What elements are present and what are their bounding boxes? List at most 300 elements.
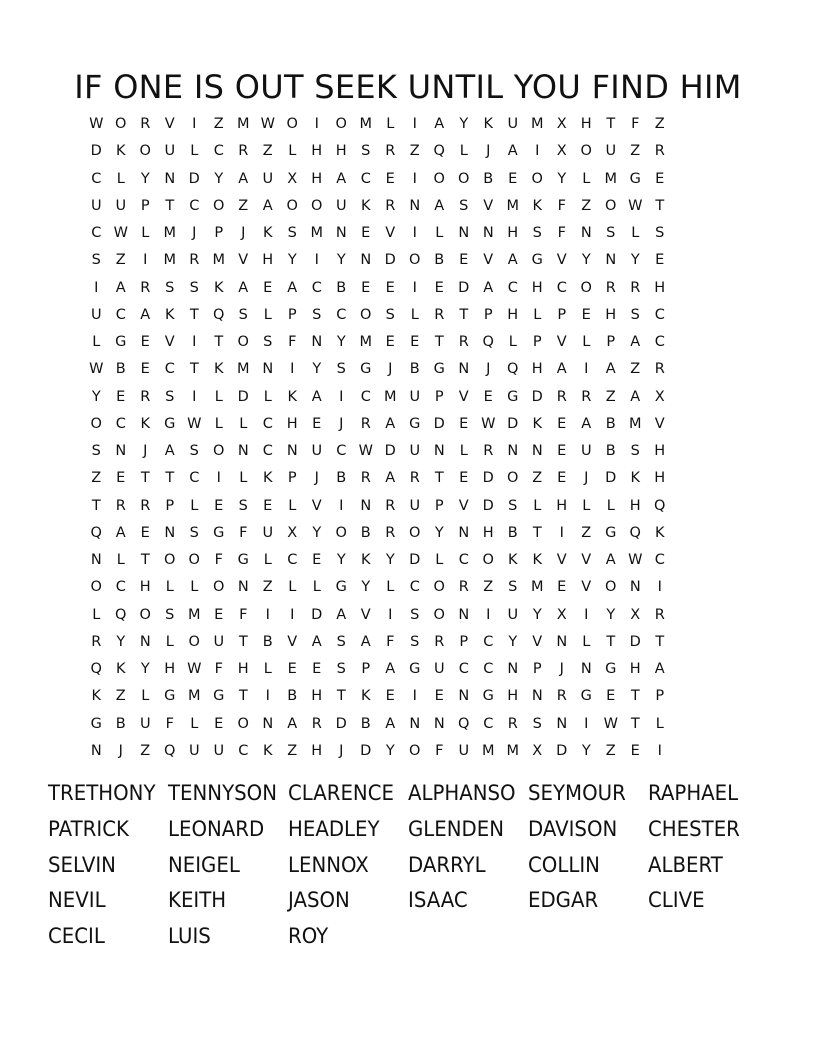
grid-letter[interactable]: A <box>238 170 249 187</box>
grid-letter[interactable]: G <box>482 688 494 705</box>
grid-letter[interactable]: H <box>580 116 592 133</box>
grid-letter[interactable]: I <box>192 388 197 405</box>
grid-letter[interactable]: H <box>605 306 617 323</box>
grid-letter[interactable]: E <box>140 524 150 541</box>
grid-letter[interactable]: P <box>532 334 542 351</box>
grid-letter[interactable]: Z <box>581 524 592 541</box>
grid-letter[interactable]: A <box>483 279 494 296</box>
grid-letter[interactable]: X <box>287 524 298 541</box>
grid-letter[interactable]: V <box>483 252 494 269</box>
grid-letter[interactable]: C <box>115 306 126 323</box>
grid-letter[interactable]: U <box>90 197 102 214</box>
grid-letter[interactable]: C <box>164 361 175 378</box>
grid-letter[interactable]: Y <box>434 524 444 541</box>
grid-letter[interactable]: A <box>287 279 298 296</box>
grid-letter[interactable]: N <box>580 225 592 242</box>
grid-letter[interactable]: A <box>287 715 298 732</box>
grid-letter[interactable]: L <box>533 497 542 514</box>
grid-letter[interactable]: S <box>336 633 346 650</box>
grid-letter[interactable]: T <box>165 197 175 214</box>
grid-letter[interactable]: E <box>312 552 322 569</box>
grid-letter[interactable]: Y <box>91 388 101 405</box>
grid-letter[interactable]: M <box>628 415 642 432</box>
grid-letter[interactable]: G <box>237 552 249 569</box>
grid-letter[interactable]: S <box>312 306 322 323</box>
grid-letter[interactable]: R <box>654 361 665 378</box>
grid-letter[interactable]: U <box>139 715 151 732</box>
grid-letter[interactable]: Y <box>385 552 395 569</box>
grid-letter[interactable]: L <box>263 306 272 323</box>
grid-letter[interactable]: K <box>213 361 224 378</box>
grid-letter[interactable]: E <box>312 661 322 678</box>
grid-letter[interactable]: C <box>189 197 200 214</box>
grid-letter[interactable]: C <box>262 443 273 460</box>
grid-letter[interactable]: R <box>311 715 322 732</box>
grid-letter[interactable]: Z <box>630 361 641 378</box>
grid-letter[interactable]: N <box>531 443 543 460</box>
grid-letter[interactable]: P <box>483 306 493 323</box>
grid-letter[interactable]: X <box>556 143 567 160</box>
grid-letter[interactable]: O <box>286 116 298 133</box>
grid-letter[interactable]: R <box>360 415 371 432</box>
grid-letter[interactable]: L <box>141 225 150 242</box>
grid-letter[interactable]: R <box>385 497 396 514</box>
grid-letter[interactable]: K <box>360 688 371 705</box>
grid-letter[interactable]: I <box>339 388 344 405</box>
grid-letter[interactable]: H <box>531 361 543 378</box>
grid-letter[interactable]: F <box>557 197 566 214</box>
grid-letter[interactable]: X <box>556 606 567 623</box>
grid-letter[interactable]: Z <box>654 116 665 133</box>
grid-letter[interactable]: Q <box>654 497 666 514</box>
grid-letter[interactable]: P <box>532 661 542 678</box>
grid-letter[interactable]: Y <box>336 334 346 351</box>
grid-letter[interactable]: K <box>360 197 371 214</box>
grid-letter[interactable]: E <box>606 688 616 705</box>
grid-letter[interactable]: D <box>335 715 347 732</box>
grid-letter[interactable]: S <box>508 497 518 514</box>
grid-letter[interactable]: A <box>605 552 616 569</box>
grid-letter[interactable]: L <box>239 415 248 432</box>
grid-letter[interactable]: S <box>630 306 640 323</box>
grid-letter[interactable]: N <box>458 361 470 378</box>
grid-letter[interactable]: G <box>409 415 421 432</box>
grid-letter[interactable]: K <box>532 415 542 432</box>
grid-letter[interactable]: V <box>458 497 469 514</box>
grid-letter[interactable]: T <box>532 524 542 541</box>
grid-letter[interactable]: J <box>486 143 491 160</box>
grid-letter[interactable]: Z <box>140 742 151 759</box>
grid-letter[interactable]: R <box>507 715 518 732</box>
grid-letter[interactable]: W <box>187 415 202 432</box>
grid-letter[interactable]: S <box>189 443 199 460</box>
grid-letter[interactable]: O <box>409 524 421 541</box>
grid-letter[interactable]: N <box>164 524 176 541</box>
grid-letter[interactable]: C <box>115 579 126 596</box>
grid-letter[interactable]: N <box>90 742 102 759</box>
grid-letter[interactable]: H <box>507 225 519 242</box>
grid-letter[interactable]: K <box>91 688 101 705</box>
grid-letter[interactable]: Y <box>385 742 395 759</box>
grid-letter[interactable]: E <box>385 334 395 351</box>
grid-letter[interactable]: N <box>507 661 519 678</box>
grid-letter[interactable]: R <box>483 443 494 460</box>
grid-letter[interactable]: A <box>115 524 126 541</box>
grid-letter[interactable]: D <box>458 279 470 296</box>
grid-letter[interactable]: O <box>580 143 592 160</box>
grid-letter[interactable]: N <box>237 443 249 460</box>
grid-letter[interactable]: H <box>531 279 543 296</box>
grid-letter[interactable]: E <box>116 388 126 405</box>
grid-letter[interactable]: R <box>556 388 567 405</box>
grid-letter[interactable]: C <box>189 470 200 487</box>
grid-letter[interactable]: M <box>163 252 176 269</box>
grid-letter[interactable]: S <box>189 279 199 296</box>
grid-letter[interactable]: Q <box>629 524 641 541</box>
grid-letter[interactable]: C <box>654 334 665 351</box>
grid-letter[interactable]: H <box>482 524 494 541</box>
grid-letter[interactable]: G <box>213 688 225 705</box>
grid-letter[interactable]: P <box>361 661 371 678</box>
grid-letter[interactable]: T <box>630 715 640 732</box>
grid-letter[interactable]: N <box>458 225 470 242</box>
grid-letter[interactable]: C <box>507 279 518 296</box>
grid-letter[interactable]: F <box>557 225 566 242</box>
grid-letter[interactable]: C <box>654 552 665 569</box>
grid-letter[interactable]: R <box>115 497 126 514</box>
grid-letter[interactable]: I <box>412 279 417 296</box>
grid-letter[interactable]: O <box>433 579 445 596</box>
grid-letter[interactable]: L <box>116 552 125 569</box>
grid-letter[interactable]: H <box>556 497 568 514</box>
grid-letter[interactable]: K <box>360 552 371 569</box>
grid-letter[interactable]: B <box>434 252 445 269</box>
grid-letter[interactable]: O <box>433 606 445 623</box>
grid-letter[interactable]: Y <box>140 661 150 678</box>
grid-letter[interactable]: I <box>339 497 344 514</box>
grid-letter[interactable]: C <box>409 579 420 596</box>
grid-letter[interactable]: E <box>508 170 518 187</box>
grid-letter[interactable]: R <box>360 470 371 487</box>
grid-letter[interactable]: P <box>459 633 469 650</box>
grid-letter[interactable]: B <box>336 279 347 296</box>
grid-letter[interactable]: T <box>214 334 224 351</box>
grid-letter[interactable]: S <box>336 361 346 378</box>
grid-letter[interactable]: V <box>238 252 249 269</box>
grid-letter[interactable]: Y <box>287 252 297 269</box>
grid-letter[interactable]: L <box>190 497 199 514</box>
grid-letter[interactable]: K <box>532 552 542 569</box>
grid-letter[interactable]: I <box>265 688 270 705</box>
grid-letter[interactable]: L <box>606 497 615 514</box>
grid-letter[interactable]: G <box>213 524 225 541</box>
grid-letter[interactable]: N <box>139 633 151 650</box>
grid-letter[interactable]: Y <box>140 170 150 187</box>
grid-letter[interactable]: V <box>483 197 494 214</box>
grid-letter[interactable]: U <box>311 443 323 460</box>
grid-letter[interactable]: Z <box>630 143 641 160</box>
grid-letter[interactable]: Z <box>262 143 273 160</box>
grid-letter[interactable]: X <box>287 170 298 187</box>
grid-letter[interactable]: D <box>384 252 396 269</box>
grid-letter[interactable]: K <box>262 470 273 487</box>
grid-letter[interactable]: T <box>434 470 444 487</box>
grid-letter[interactable]: E <box>214 606 224 623</box>
grid-letter[interactable]: T <box>140 470 150 487</box>
grid-letter[interactable]: Y <box>336 252 346 269</box>
grid-letter[interactable]: L <box>533 306 542 323</box>
grid-letter[interactable]: G <box>409 661 421 678</box>
grid-letter[interactable]: M <box>187 688 201 705</box>
grid-letter[interactable]: G <box>115 334 127 351</box>
grid-letter[interactable]: C <box>91 170 102 187</box>
grid-letter[interactable]: K <box>507 552 518 569</box>
grid-letter[interactable]: T <box>606 633 616 650</box>
grid-letter[interactable]: U <box>213 633 225 650</box>
grid-letter[interactable]: V <box>654 415 665 432</box>
grid-letter[interactable]: L <box>459 143 468 160</box>
grid-letter[interactable]: V <box>532 633 543 650</box>
grid-letter[interactable]: S <box>91 443 101 460</box>
grid-letter[interactable]: H <box>654 443 666 460</box>
grid-letter[interactable]: D <box>556 742 568 759</box>
grid-letter[interactable]: N <box>629 579 641 596</box>
grid-letter[interactable]: I <box>265 606 270 623</box>
grid-letter[interactable]: O <box>433 170 445 187</box>
grid-letter[interactable]: C <box>311 279 322 296</box>
grid-letter[interactable]: H <box>654 279 666 296</box>
grid-letter[interactable]: Y <box>312 524 322 541</box>
grid-letter[interactable]: F <box>386 633 395 650</box>
grid-letter[interactable]: L <box>288 497 297 514</box>
grid-letter[interactable]: N <box>311 334 323 351</box>
grid-letter[interactable]: P <box>214 225 224 242</box>
grid-letter[interactable]: C <box>115 415 126 432</box>
grid-letter[interactable]: I <box>584 361 589 378</box>
grid-letter[interactable]: U <box>507 116 519 133</box>
grid-letter[interactable]: B <box>483 170 494 187</box>
grid-letter[interactable]: U <box>213 742 225 759</box>
grid-letter[interactable]: U <box>409 497 421 514</box>
grid-letter[interactable]: S <box>189 524 199 541</box>
grid-letter[interactable]: S <box>165 388 175 405</box>
grid-letter[interactable]: E <box>214 715 224 732</box>
grid-letter[interactable]: O <box>409 252 421 269</box>
grid-letter[interactable]: G <box>164 415 176 432</box>
grid-letter[interactable]: R <box>140 279 151 296</box>
grid-letter[interactable]: K <box>262 225 273 242</box>
grid-letter[interactable]: G <box>507 388 519 405</box>
grid-letter[interactable]: T <box>165 470 175 487</box>
grid-letter[interactable]: E <box>312 415 322 432</box>
grid-letter[interactable]: L <box>582 334 591 351</box>
grid-letter[interactable]: N <box>605 252 617 269</box>
grid-letter[interactable]: D <box>605 470 617 487</box>
grid-letter[interactable]: R <box>605 279 616 296</box>
grid-letter[interactable]: S <box>410 633 420 650</box>
grid-letter[interactable]: C <box>483 633 494 650</box>
grid-letter[interactable]: A <box>385 661 396 678</box>
grid-letter[interactable]: E <box>434 279 444 296</box>
grid-letter[interactable]: L <box>92 606 101 623</box>
grid-letter[interactable]: E <box>385 170 395 187</box>
grid-letter[interactable]: G <box>605 524 617 541</box>
grid-letter[interactable]: S <box>532 715 542 732</box>
grid-letter[interactable]: L <box>214 415 223 432</box>
grid-letter[interactable]: U <box>188 742 200 759</box>
grid-letter[interactable]: V <box>385 225 396 242</box>
grid-letter[interactable]: A <box>581 415 592 432</box>
grid-letter[interactable]: A <box>164 443 175 460</box>
grid-letter[interactable]: Q <box>164 742 176 759</box>
grid-letter[interactable]: E <box>263 497 273 514</box>
grid-letter[interactable]: M <box>506 742 519 759</box>
grid-letter[interactable]: C <box>336 306 347 323</box>
grid-letter[interactable]: V <box>360 606 371 623</box>
grid-letter[interactable]: Q <box>90 524 102 541</box>
grid-letter[interactable]: Z <box>532 470 543 487</box>
grid-letter[interactable]: I <box>412 116 417 133</box>
grid-letter[interactable]: X <box>630 606 641 623</box>
grid-letter[interactable]: K <box>287 388 297 405</box>
grid-letter[interactable]: E <box>459 252 469 269</box>
grid-letter[interactable]: N <box>90 552 102 569</box>
grid-letter[interactable]: I <box>388 606 393 623</box>
grid-letter[interactable]: H <box>335 143 347 160</box>
grid-letter[interactable]: N <box>360 497 372 514</box>
grid-letter[interactable]: O <box>164 552 176 569</box>
grid-letter[interactable]: D <box>311 606 323 623</box>
grid-letter[interactable]: I <box>290 361 295 378</box>
grid-letter[interactable]: Y <box>606 606 616 623</box>
grid-letter[interactable]: H <box>507 688 519 705</box>
grid-letter[interactable]: L <box>190 143 199 160</box>
grid-letter[interactable]: E <box>581 306 591 323</box>
grid-letter[interactable]: W <box>603 715 618 732</box>
grid-letter[interactable]: B <box>409 361 420 378</box>
grid-letter[interactable]: N <box>556 715 568 732</box>
grid-letter[interactable]: A <box>311 633 322 650</box>
grid-letter[interactable]: Q <box>458 715 470 732</box>
grid-letter[interactable]: L <box>386 116 395 133</box>
grid-letter[interactable]: F <box>631 116 640 133</box>
grid-letter[interactable]: E <box>459 470 469 487</box>
grid-letter[interactable]: Z <box>115 688 126 705</box>
grid-letter[interactable]: A <box>654 661 665 678</box>
grid-letter[interactable]: B <box>507 524 518 541</box>
grid-letter[interactable]: U <box>605 143 617 160</box>
grid-letter[interactable]: R <box>458 334 469 351</box>
grid-letter[interactable]: B <box>605 443 616 460</box>
grid-letter[interactable]: S <box>655 225 665 242</box>
grid-letter[interactable]: U <box>409 443 421 460</box>
grid-letter[interactable]: P <box>655 688 665 705</box>
grid-letter[interactable]: Y <box>557 170 567 187</box>
grid-letter[interactable]: B <box>262 633 273 650</box>
grid-letter[interactable]: R <box>385 197 396 214</box>
grid-letter[interactable]: N <box>458 524 470 541</box>
grid-letter[interactable]: J <box>241 225 246 242</box>
grid-letter[interactable]: J <box>143 443 148 460</box>
grid-letter[interactable]: O <box>531 170 543 187</box>
grid-letter[interactable]: Y <box>214 170 224 187</box>
grid-letter[interactable]: N <box>164 170 176 187</box>
grid-letter[interactable]: O <box>188 633 200 650</box>
grid-letter[interactable]: N <box>237 579 249 596</box>
grid-letter[interactable]: N <box>507 443 519 460</box>
grid-letter[interactable]: C <box>262 415 273 432</box>
grid-letter[interactable]: D <box>482 470 494 487</box>
grid-letter[interactable]: W <box>628 197 643 214</box>
grid-letter[interactable]: R <box>581 388 592 405</box>
grid-letter[interactable]: F <box>214 552 223 569</box>
grid-letter[interactable]: L <box>459 443 468 460</box>
grid-letter[interactable]: O <box>605 197 617 214</box>
grid-letter[interactable]: A <box>507 143 518 160</box>
grid-letter[interactable]: R <box>385 143 396 160</box>
grid-letter[interactable]: I <box>192 334 197 351</box>
grid-letter[interactable]: O <box>360 306 372 323</box>
grid-letter[interactable]: N <box>458 688 470 705</box>
grid-letter[interactable]: E <box>116 470 126 487</box>
grid-letter[interactable]: J <box>192 225 197 242</box>
grid-letter[interactable]: E <box>263 279 273 296</box>
grid-letter[interactable]: Z <box>213 116 224 133</box>
grid-letter[interactable]: N <box>433 443 445 460</box>
grid-letter[interactable]: H <box>311 742 323 759</box>
grid-letter[interactable]: K <box>213 279 224 296</box>
grid-letter[interactable]: X <box>532 742 543 759</box>
grid-letter[interactable]: V <box>458 388 469 405</box>
grid-letter[interactable]: P <box>287 306 297 323</box>
grid-letter[interactable]: Q <box>482 334 494 351</box>
grid-letter[interactable]: C <box>360 388 371 405</box>
grid-letter[interactable]: M <box>383 388 397 405</box>
grid-letter[interactable]: U <box>507 606 519 623</box>
grid-letter[interactable]: Z <box>483 579 494 596</box>
grid-letter[interactable]: S <box>287 225 297 242</box>
grid-letter[interactable]: S <box>238 497 248 514</box>
grid-letter[interactable]: T <box>189 306 199 323</box>
grid-letter[interactable]: V <box>581 579 592 596</box>
grid-letter[interactable]: Z <box>409 143 420 160</box>
grid-letter[interactable]: D <box>433 415 445 432</box>
grid-letter[interactable]: T <box>630 688 640 705</box>
grid-letter[interactable]: N <box>409 715 421 732</box>
grid-letter[interactable]: E <box>557 443 567 460</box>
grid-letter[interactable]: I <box>584 606 589 623</box>
grid-letter[interactable]: O <box>335 116 347 133</box>
grid-letter[interactable]: W <box>628 552 643 569</box>
grid-letter[interactable]: R <box>409 470 420 487</box>
grid-letter[interactable]: V <box>556 252 567 269</box>
grid-letter[interactable]: L <box>582 497 591 514</box>
grid-letter[interactable]: L <box>582 633 591 650</box>
grid-letter[interactable]: C <box>458 552 469 569</box>
grid-letter[interactable]: S <box>606 225 616 242</box>
grid-letter[interactable]: A <box>385 470 396 487</box>
grid-letter[interactable]: J <box>559 661 564 678</box>
grid-letter[interactable]: T <box>336 688 346 705</box>
grid-letter[interactable]: M <box>236 116 250 133</box>
grid-letter[interactable]: Y <box>459 116 469 133</box>
grid-letter[interactable]: L <box>263 661 272 678</box>
grid-letter[interactable]: A <box>336 170 347 187</box>
grid-letter[interactable]: B <box>115 361 126 378</box>
grid-letter[interactable]: I <box>584 715 589 732</box>
grid-letter[interactable]: K <box>140 415 150 432</box>
grid-letter[interactable]: H <box>311 170 323 187</box>
